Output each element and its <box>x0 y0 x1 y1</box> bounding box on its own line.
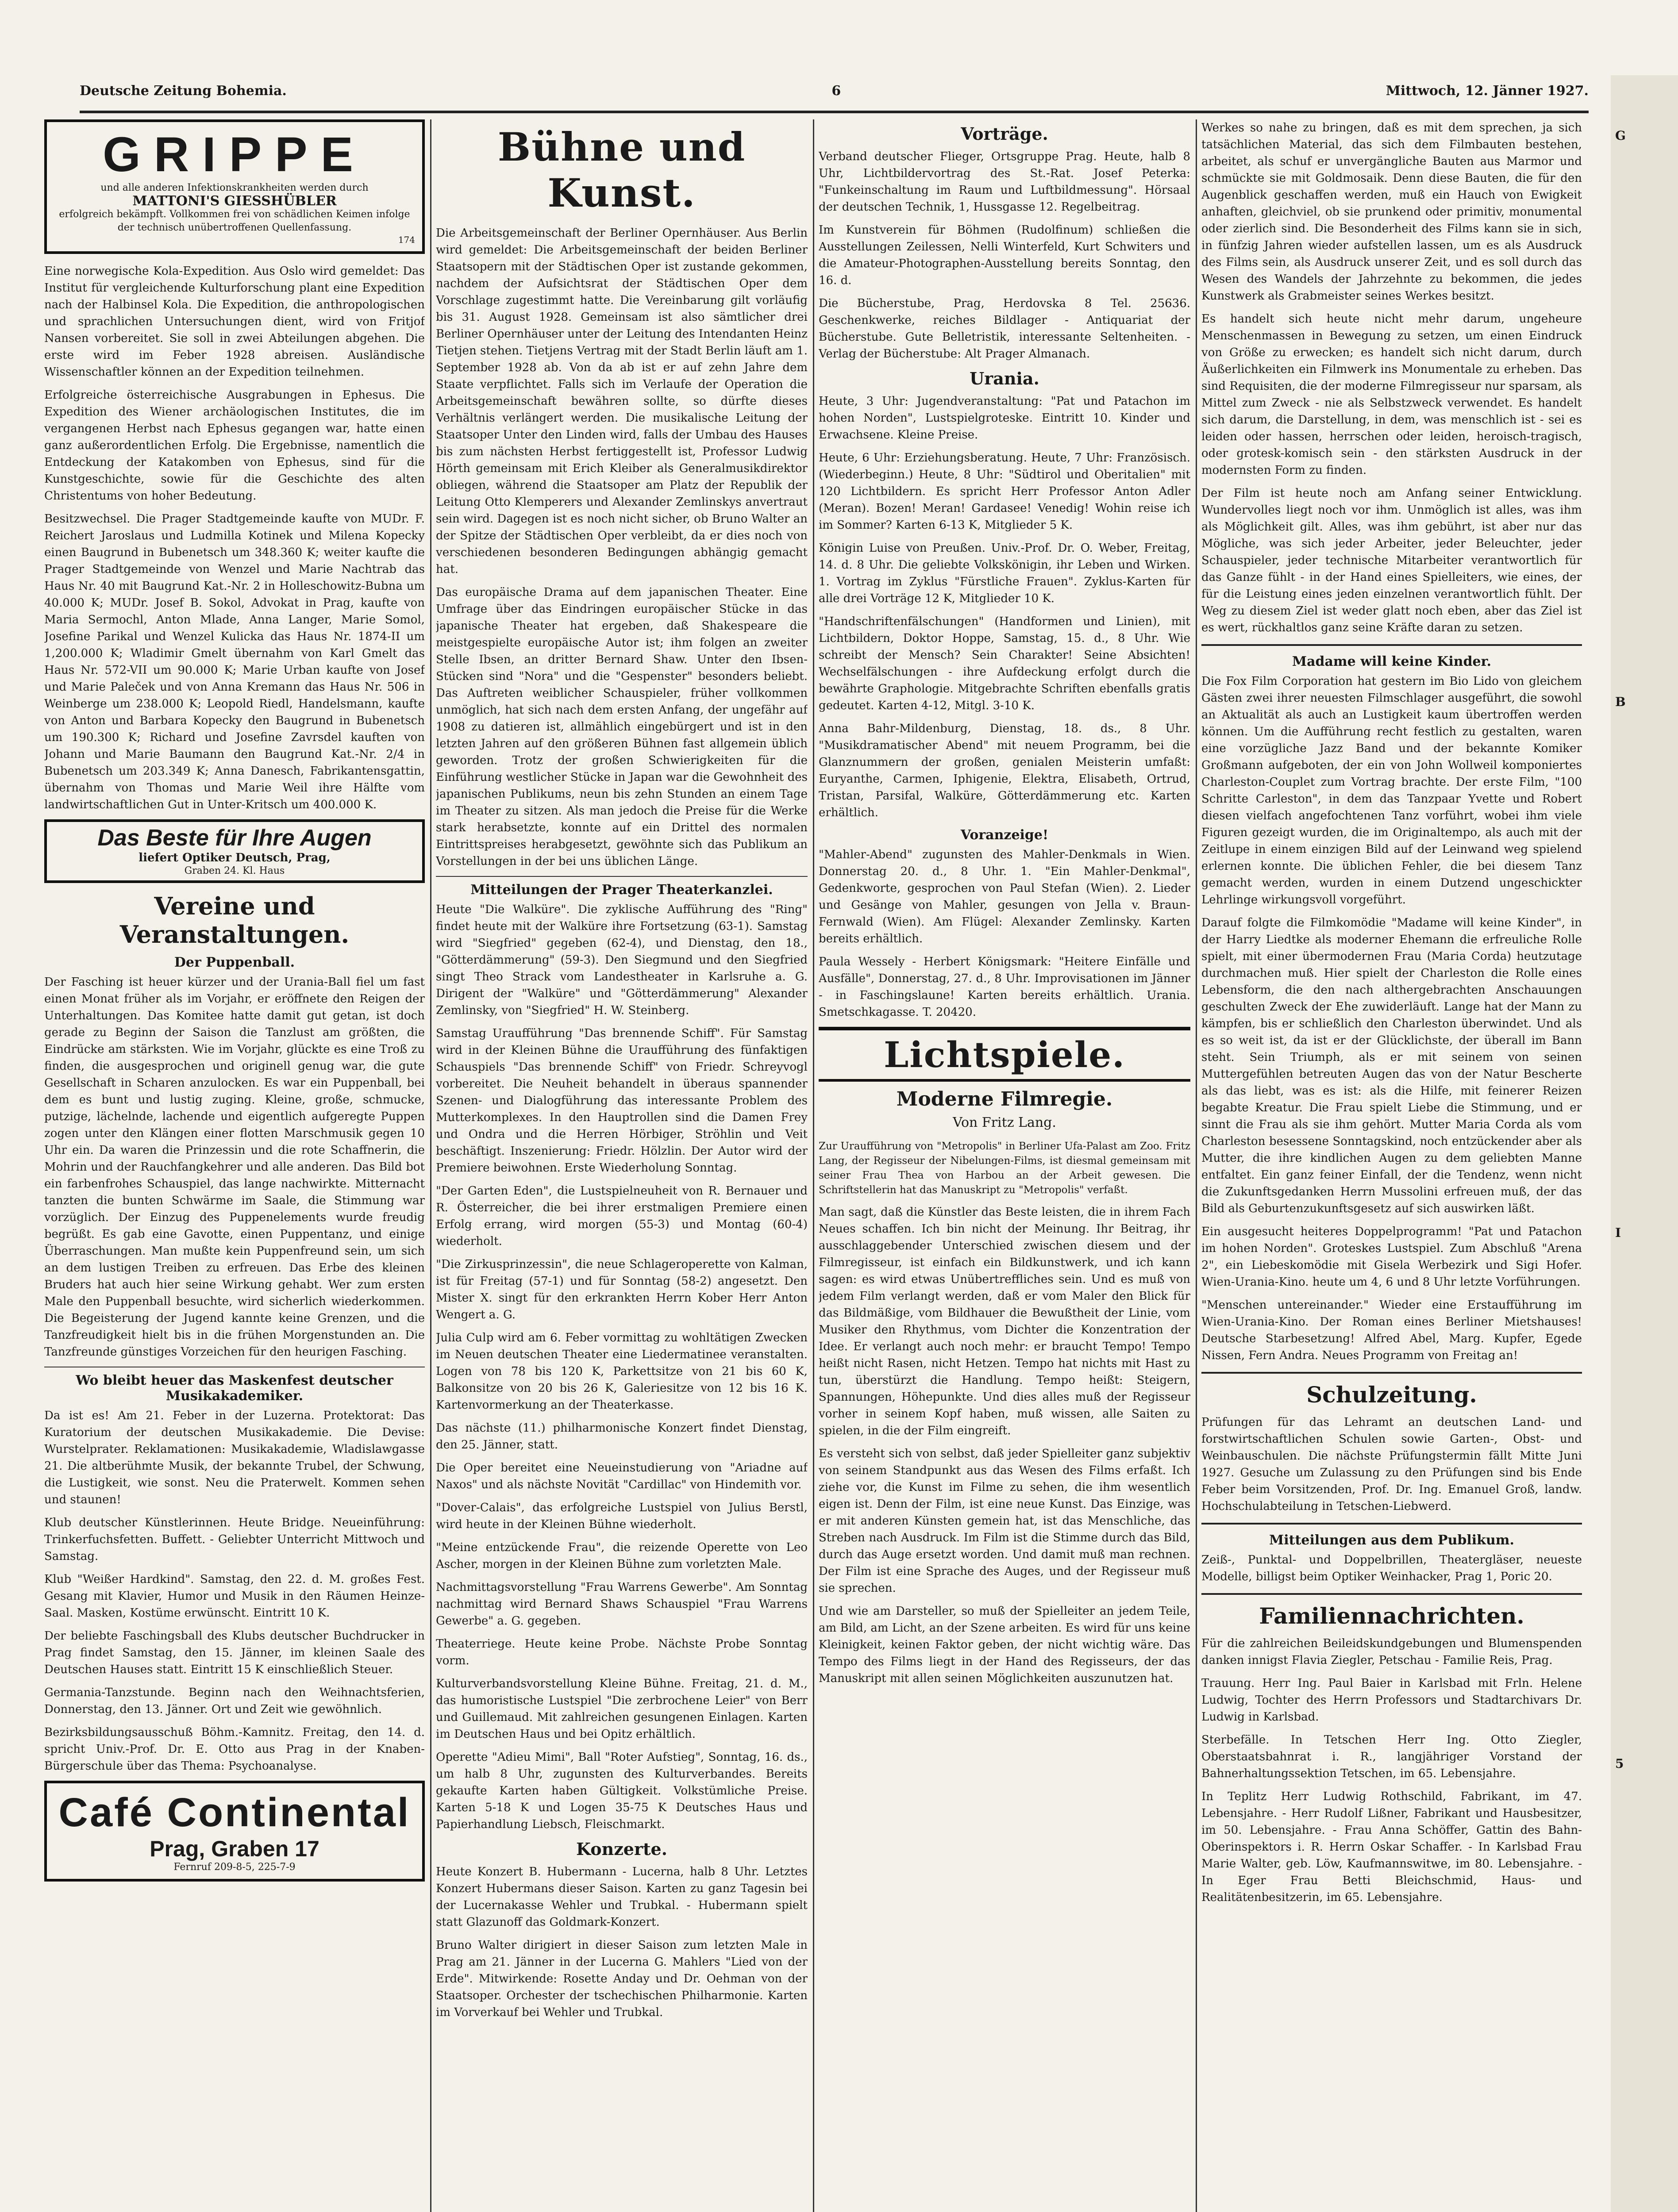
koenigin-luise-notice: Königin Luise von Preußen. Univ.-Prof. Dr. O. Weber, Freitag, 14. d. 8 Uhr. Die geliebte Volkskönigin, ihr Leben und Wirken. 1. Vortrag im Zyklus "Fürstliche Frauen". Zyklus-Karten für alle drei Vorträge 12 K, Mitglieder 10 K. <box>819 541 1190 605</box>
column-divider <box>813 119 814 2212</box>
grippe-line1: und alle anderen Infektionskrankheiten werden durch <box>100 182 369 193</box>
operette-notice: Operette "Adieu Mimi", Ball "Roter Aufstieg", Sonntag, 16. ds., um halb 8 Uhr, zugunsten des Kulturverbandes. Bereits gekaufte Karten haben Gültigkeit. Volkstümliche Preise. Karten 5-18 K und Logen 35-75 K Deutsches Haus und Papierhandlung Liebsch, Fleischmarkt. <box>436 1751 808 1831</box>
hubermann-notice: Heute Konzert B. Hubermann - Lucerna, halb 8 Uhr. Letztes Konzert Hubermans dieser Saison. Karten zu ganz Tagesin bei der Lucernakasse Wehler und Trubkal. - Hubermann spielt statt Glazunoff das Goldmark-Konzert. <box>436 1865 808 1929</box>
japan-drama-article: Das europäische Drama auf dem japanischen Theater. Eine Umfrage über das Eindringen europäischer Stücke in das japanische Theater hat ergeben, daß Shakespeare die meistgespielte europäische Autor ist; ihm folgen an zweiter Stelle Ibsen, an dritter Bernard Shaw. Unter den Ibsen-Stücken sind "Nora" und die "Gespenster" besonders beliebt. Das Auftreten weiblicher Schauspieler, früher vollkommen unmöglich, hat sich nach dem ersten Anfang, der ungefähr auf 1908 zu datieren ist, allmählich eingebürgert und ist in den letzten Jahren auf den größeren Bühnen fast allgemein üblich geworden. Trotz der großen Schwierigkeiten für die Einführung westlicher Stücke in Japan war die Gewohnheit des japanischen Publikums, neun bis zehn Stunden an einem Tage im Theater zu sitzen. Als man jedoch die Preise für die Werke stark herabsetzte, konnte auf ein Drittel des normalen Eintrittspreises herabgesetzt, gewöhnte sich das Publikum an Vorstellungen in der bei uns üblichen Länge. <box>436 586 808 868</box>
puppenball-heading: Der Puppenball. <box>174 955 295 970</box>
entzueckende-frau-notice: "Meine entzückende Frau", die reizende Operette von Leo Ascher, morgen in der Kleinen Bühne zum vorletzten Male. <box>436 1541 808 1571</box>
theaterkanzlei-heading: Mitteilungen der Prager Theaterkanzlei. <box>470 882 773 898</box>
filmregie-paragraph-1: Man sagt, daß die Künstler das Beste leisten, die in ihrem Fach Neues schaffen. Ich bin nicht der Meinung. Ihr Beitrag, ihr ausschlaggebender Unterschied zwischen diesem und der Filmregisseur, ist einfach ein Bildkunstwerk, und ich kann sagen: es wird etwas Unübertreffliches sein. Und es muß von jedem Film verlangt werden, daß er vom Maler den Blick für das Bildmäßige, vom Bildhauer die Bewußtheit der Linie, vom Musiker den Rhythmus, vom Dichter die Konzentration der Idee. Er verlangt auch noch mehr: er braucht Tempo! Tempo heißt nicht Rasen, nicht Hetzen. Tempo hat nichts mit Hast zu tun, überstürzt die Handlung. Tempo heißt: Steigern, Spannungen, Höhepunkte. Und dies alles muß der Regisseur vorher in seinem Kopf haben, muß wissen, alle Saiten zu spielen, in die der Film eingreift. <box>819 1206 1190 1437</box>
bahr-mildenburg-notice: Anna Bahr-Mildenburg, Dienstag, 18. ds., 8 Uhr. "Musikdramatischer Abend" mit neuem Programm, bei die Glanznummern der großen, genialen Meisterin umfaßt: Euryanthe, Carmen, Iphigenie, Elektra, Elisabeth, Ortrud, Tristan, Parsifal, Walküre, Götterdämmerung etc. Karten erhältlich. <box>819 722 1190 819</box>
danksagung-notice: Für die zahlreichen Beileidskundgebungen und Blumenspenden danken innigst Flavia Ziegler, Petschau - Familie Reis, Prag. <box>1201 1637 1582 1667</box>
kulturverband-notice: Kulturverbandsvorstellung Kleine Bühne. Freitag, 21. d. M., das humoristische Lustspiel "Die zerbrochene Leier" von Berr und Guillemaud. Mit zahlreichen gesungenen Einlagen. Karten im Deutschen Haus und bei Opitz erhältlich. <box>436 1677 808 1741</box>
filmregie-paragraph-4: Werkes so nahe zu bringen, daß es mit dem sprechen, ja sich tatsächlichen Material, das sich dem Filmbauten bestehen, arbeitet, als schuf er unvergängliche Bauten aus Marmor und schmückte sie mit Goldmosaik. Denn diese Bauten, die für den Augenblick geschaffen werden, muß ein Hauch von Ewigkeit anhaften, gleichviel, ob sie prunkend oder primitiv, monumental oder zierlich sind. Die Besonderheit des Films kann sie in sich, in fünfzig Jahren wieder aufstellen lassen, um es als Ausdruck des Films sein, als Ausdruck unserer Zeit, und es soll durch das Wesen des Wandels der Jahrzehnte zu bekommen, die jedes Kunstwerk als Grabmeister seines Werkes besitzt. <box>1201 121 1582 303</box>
ephesus-article: Erfolgreiche österreichische Ausgrabungen in Ephesus. Die Expedition des Wiener archäologischen Institutes, die im vergangenen Herbst nach Ephesus gegangen war, hatte einen ganz außerordentlichen Erfolg. Die Ergebnisse, namentlich die Entdeckung der Katakomben von Ephesus, sind für die Kunstgeschichte, sowie für die Geschichte des alten Christentums von hoher Bedeutung. <box>44 388 425 503</box>
berliner-opern-article: Die Arbeitsgemeinschaft der Berliner Opernhäuser. Aus Berlin wird gemeldet: Die Arbeitsgemeinschaft der beiden Berliner Staatsopern mit der Städtischen Oper ist zustande gekommen, nachdem der Aufsichtsrat der Städtischen Oper dem Vorschlage zugestimmt hatte. Die Vereinbarung gilt vorläufig bis 31. August 1928. Gemeinsam ist also sämtlicher drei Berliner Opernhäuser unter der Leitung des Intendanten Heinz Tietjen stehen. Tietjens Vertrag mit der Stadt Berlin läuft am 1. September 1928 ab. Von da ab ist er auf zehn Jahre dem Staate verpflichtet. Falls sich im Verlaufe der Operation die Arbeitsgemeinschaft bewähren sollte, so dürfte dieses Verhältnis verlängert werden. Die musikalische Leitung der Staatsoper Unter den Linden wird, falls der Umbau des Hauses bis zum nächsten Herbst fertiggestellt ist, Professor Ludwig Hörth gemeinsam mit Erich Kleiber als Generalmusikdirektor obliegen, während die Staatsoper am Platz der Republik der Leitung Otto Klemperers und Alexander Zemlinskys anvertraut sein wird. Dagegen ist es noch nicht sicher, ob Bruno Walter an der Spitze der Städtischen Oper verbleibt, da er dies noch von verschiedenen besonderen Bedingungen abhängig gemacht hat. <box>436 227 808 576</box>
publikum-heading: Mitteilungen aus dem Publikum. <box>1269 1532 1514 1548</box>
column-2 <box>436 119 808 2212</box>
section-rule <box>1201 1523 1582 1525</box>
moderne-filmregie-heading: Moderne Filmregie. <box>896 1088 1113 1110</box>
filmregie-paragraph-5: Es handelt sich heute nicht mehr darum, ungeheure Menschenmassen in Bewegung zu setzen, um einen Eindruck von Größe zu erwecken; es handelt sich nicht darum, durch Äußerlichkeiten ein Filmwerk ins Monumentale zu erheben. Das sind Requisiten, die der moderne Filmregisseur nur sparsam, als Mittel zum Zweck - nie als Selbstzweck verwendet. Es handelt sich darum, die Darstellung, in dem, was menschlich ist - sei es leiden oder hassen, herrschen oder leiden, heroisch-tragisch, oder grotesk-komisch sein - den stärksten Ausdruck in der modernsten Form zu finden. <box>1201 312 1582 477</box>
puppenball-article: Der Fasching ist heuer kürzer und der Urania-Ball fiel um fast einen Monat früher als im Vorjahr, er eröffnete den Reigen der Unterhaltungen. Das Komitee hatte damit gut getan, ist doch gerade zu Beginn der Saison die Tanzlust am größten, die Eindrücke am stärksten. Wie im Vorjahr, glückte es eine Troß zu finden, die ausgesprochen und originell genug war, die gute Gesellschaft in Scharen anzulocken. Es war ein Puppenball, bei dem es bunt und lustig zuging. Kleine, große, schmucke, putzige, lächelnde, lachende und eigentlich aufgeregte Puppen zogen unter den Klängen einer flotten Marschmusik gegen 10 Uhr ein. Da waren die Prinzessin und die rote Schaffnerin, die Mohrin und der Rauchfangkehrer und alle anderen. Das Bild bot ein farbenfrohes Schauspiel, das lange nachwirkte. Mitternacht tanzten die bunten Schwärme im Saale, die Stimmung war vorzüglich. Der Einzug des Puppenelements wurde freudig begrüßt. Es gab eine Gavotte, einen Puppentanz, und einige Überraschungen. Man mußte kein Puppenfreund sein, um sich an dem lustigen Treiben zu erfreuen. Das Erbe des kleinen Bruders hat auch hier seine Wirkung gehabt. Wer zum ersten Male den Puppenball besuchte, wird sicherlich wiederkommen. Die Begeisterung der Jugend kannte keine Grenzen, und die Tanzfreudigkeit hielt bis in die frühen Morgenstunden an. Die Tanzfreunde günstiges Vorzeichen für den heurigen Fasching. <box>44 975 425 1359</box>
maskenfest-article: Da ist es! Am 21. Feber in der Luzerna. Protektorat: Das Kuratorium der deutschen Musikakademie. Die Devise: Wurstelprater. Reklamationen: Musikakademie, Wladislawgasse 21. Die altberühmte Musik, der bekannte Trubel, der Schwung, die Lustigkeit, wie sonst. Neu die Praterwelt. Kommen sehen und staunen! <box>44 1409 425 1506</box>
newspaper-name: Deutsche Zeitung Bohemia. <box>80 83 287 99</box>
walkuere-notice: Heute "Die Walküre". Die zyklische Aufführung des "Ring" findet heute mit der Walküre ihre Fortsetzung (63-1). Samstag wird "Siegfried" gegeben (62-4), und Dienstag, den 18., "Götterdämmerung" (59-3). Den Siegmund und den Siegfried singt Theo Strack vom Landestheater in Karlsruhe a. G. Dirigent der "Walküre" und "Götterdämmerung" Alexander Zemlinsky, von "Siegfried" H. W. Steinberg. <box>436 903 808 1017</box>
madame-review: Darauf folgte die Filmkomödie "Madame will keine Kinder", in der Harry Liedtke als moderner Ehemann die erfreuliche Rolle spielt, mit einer übermodernen Frau (Maria Corda) heutzutage durchmachen muß. Hier spielt der Charleston die Rolle eines Lebensform, die den nach althergebrachten Anschauungen geschulten Zweck der Ehe zuwiderläuft. Lange hat der Mann zu kämpfen, bis er schließlich den Charleston überwindet. Und als es so weit ist, da ist er der Glücklichste, der überall im Bann steht. Sein Triumph, als er mit seinem von seinen Muttergefühlen betreuten Augen das von der Natur Bescherte als das liebt, was es ist: als die Hilfe, mit feinerer Reizen begabte Kreatur. Die Frau spielt Liebe die Stimmung, und er sinnt die Frau als sie ihm gehört. Mutter Maria Corda als vom Charleston besessene Sonntagskind, noch entzückender aber als Mutter, die ihre kindlichen Augen zu dem geliebten Manne entfaltet. Ein ganz feiner Einfall, der die Tendenz, wenn nicht die Zukunftsgedanken Herrn Mussolini erfreuen muß, der das Bild als Geburtenzukunftsgesetz auf sich auswirken läßt. <box>1201 916 1582 1215</box>
bruno-walter-notice: Bruno Walter dirigiert in dieser Saison zum letzten Male in Prag am 21. Jänner in der Lucerna G. Mahlers "Lied von der Erde". Mitwirkende: Rosette Anday und Dr. Oehman von der Staatsoper. Orchester der tschechischen Philharmonie. Karten im Vorverkauf bei Wehler und Trubkal. <box>436 1939 808 2019</box>
fox-film-article: Die Fox Film Corporation hat gestern im Bio Lido von gleichem Gästen zwei ihrer neuesten Filmschlager ausgeführt, die sowohl an Aktualität als auch an Lustigkeit kaum übertroffen werden können. Um die Aufführung recht festlich zu gestalten, waren eine vorzügliche Jazz Band und der bekannte Komiker Großmann aufgeboten, der ein von John Wollweil komponiertes Charleston-Couplet zum Vortrag brachte. Der erste Film, "100 Schritte Carleston", in dem das Tanzpaar Yvette und Robert diesen vielfach angefochtenen Tanz vorführt, wobei ihm viele Figuren gezeigt wurden, die im Originaltempo, als auch mit der Zeitlupe in einem einzigen Bild auf der Leinwand weg spielend erlernen konnte. Die üblichen Fehler, die bei diesem Tanz gemacht werden, wurden in einem Dutzend ungeschickter Lehrlinge wirkungsvoll vorgeführt. <box>1201 675 1582 906</box>
doppelprogramm-notice: Ein ausgesucht heiteres Doppelprogramm! "Pat und Patachon im hohen Norden". Groteskes Lustspiel. Zum Abschluß "Arena 2", ein Liebeskomödie mit Gisela Werbezirk und Sigi Hofer. Wien-Urania-Kino. heute um 4, 6 und 8 Uhr letzte Vorführungen. <box>1201 1225 1582 1289</box>
filmregie-paragraph-3: Und wie am Darsteller, so muß der Spielleiter an jedem Teile, am Bild, am Licht, an der Szene arbeiten. Es wird für uns keine Kleinigkeit, keinen Faktor geben, der nicht wichtig wäre. Das Tempo des Films liegt in der Hand des Regisseurs, der das Manuskript mit allen seinen Möglichkeiten auszunutzen hat. <box>819 1605 1190 1685</box>
dover-calais-notice: "Dover-Calais", das erfolgreiche Lustspiel von Julius Berstl, wird heute in der Kleinen Bühne wiederholt. <box>436 1501 808 1531</box>
cafe-phone: Fernruf 209-8-5, 225-7-9 <box>173 1862 296 1873</box>
kunstverein-notice: Im Kunstverein für Böhmen (Rudolfinum) schließen die Ausstellungen Zeilessen, Nelli Winterfeld, Kurt Schwiters und die Amateur-Photographen-Ausstellung bereits Sonntag, den 16. d. <box>819 223 1190 287</box>
column-divider <box>1196 119 1197 2212</box>
flieger-notice: Verband deutscher Flieger, Ortsgruppe Prag. Heute, halb 8 Uhr, Lichtbildervortrag des St.-Rat. Josef Peterka: "Funkeinschaltung im Raum und Luftbildmessung". Hörsaal der deutschen Technik, 1, Hussgasse 12. Regelbeitrag. <box>819 150 1190 214</box>
article-byline: Von Fritz Lang. <box>953 1115 1056 1130</box>
cafe-address: Prag, Graben 17 <box>150 1836 319 1861</box>
optiker-line: liefert Optiker Deutsch, Prag, <box>139 851 331 864</box>
julia-culp-notice: Julia Culp wird am 6. Feber vormittag zu wohltätigen Zwecken im Neuen deutschen Theater eine Liedermatinee veranstalten. Logen von 78 bis 120 K, Parkettsitze von 21 bis 60 K, Balkonsitze von 20 bis 26 K, Galeriesitze von 12 bis 16 K. Kartenvormerkung an der Theaterkasse. <box>436 1331 808 1412</box>
buchdrucker-ball-notice: Der beliebte Faschingsball des Klubs deutscher Buchdrucker in Prag findet Samstag, den 15. Jänner, im kleinen Saale des Deutschen Hauses statt. Eintritt 15 K einschließlich Steuer. <box>44 1629 425 1676</box>
column-3 <box>819 119 1190 2212</box>
grippe-line2: erfolgreich bekämpft. Vollkommen frei von schädlichen Keimen infolge der technisch unübertroffenen Quellenfassung. <box>59 209 410 233</box>
column-divider <box>430 119 431 2212</box>
metropolis-intro: Zur Uraufführung von "Metropolis" in Berliner Ufa-Palast am Zoo. Fritz Lang, der Regisseur der Nibelungen-Films, ist diesmal gemeinsam mit seiner Frau Thea von Harbou an der Arbeit gewesen. Die Schriftstellerin hat das Manuskript zu "Metropolis" verfaßt. <box>819 1141 1190 1196</box>
maskenfest-heading: Wo bleibt heuer das Maskenfest deutscher Musikakademiker. <box>76 1373 393 1404</box>
grippe-advertisement <box>44 119 425 254</box>
voranzeige-heading: Voranzeige! <box>960 827 1049 843</box>
familiennachrichten-heading: Familiennachrichten. <box>1259 1603 1524 1629</box>
cafe-title: Café Continental <box>58 1790 411 1835</box>
lichtspiele-heading: Lichtspiele. <box>884 1034 1125 1075</box>
garten-eden-notice: "Der Garten Eden", die Lustspielneuheit von R. Bernauer und R. Österreicher, die bei ihrer erstmaligen Premiere einen Erfolg errang, wird morgen (55-3) und Montag (60-4) wiederholt. <box>436 1184 808 1248</box>
section-rule <box>1201 644 1582 646</box>
theaterriege-notice: Theaterriege. Heute keine Probe. Nächste Probe Sonntag vorm. <box>436 1637 808 1667</box>
section-rule <box>1201 1372 1582 1374</box>
buehne-kunst-heading: Bühne und Kunst. <box>497 124 746 216</box>
optiker-title: Das Beste für Ihre Augen <box>97 825 372 851</box>
urania-heading: Urania. <box>970 369 1039 388</box>
grippe-title: GRIPPE <box>103 127 366 182</box>
adjacent-page-edge <box>1611 75 1678 2212</box>
brennende-schiff-notice: Samstag Uraufführung "Das brennende Schiff". Für Samstag wird in der Kleinen Bühne die Uraufführung des fünfaktigen Schauspiels "Das brennende Schiff" von Friedr. Schreyvogl vorbereitet. Die Neuheit behandelt in überaus spannender Szenen- und Dialogführung das interessante Problem des Mutterkomplexes. In den Hauptrollen sind die Damen Frey und Ondra und die Herren Hörbiger, Ströhlin und Veit beschäftigt. Inszenierung: Friedr. Hölzlin. Der Autor wird der Premiere beiwohnen. Erste Wiederholung Sonntag. <box>436 1027 808 1175</box>
filmregie-paragraph-2: Es versteht sich von selbst, daß jeder Spielleiter ganz subjektiv von seinem Standpunkt aus das Wesen des Films erfaßt. Ich ziehe vor, die Kunst im Filme zu sehen, die ihm wesentlich eigen ist. Denn der Film, ist eine neue Kunst. Das Einzige, was er mit anderen Künsten gemein hat, ist das Menschliche, das Streben nach Ausdruck. Im Film ist die Stimme durch das Bild, durch das Auge ersetzt worden. Und damit muß man rechnen. Der Film ist eine Sprache des Auges, und der Regisseur muß sie sprechen. <box>819 1447 1190 1595</box>
section-rule <box>1201 1593 1582 1595</box>
klub-kuenstlerinnen-notice: Klub deutscher Künstlerinnen. Heute Bridge. Neueinführung: Trinkerfuchsfetten. Buffett. - Geliebter Unterricht Mittwoch und Samstag. <box>44 1516 425 1563</box>
edge-letter: 5 <box>1615 1756 1624 1771</box>
optiker-notice: Zeiß-, Punktal- und Doppelbrillen, Theatergläser, neueste Modelle, billigst beim Optiker Weinhacker, Prag 1, Poric 20. <box>1201 1553 1582 1583</box>
mahler-abend-notice: "Mahler-Abend" zugunsten des Mahler-Denkmals in Wien. Donnerstag 20. d., 8 Uhr. 1. "Ein Mahler-Denkmal", Gedenkworte, gesprochen von Paul Stefan (Wien). 2. Lieder und Gesänge von Mahler, gesungen von Jella v. Braun-Fernwald (Wien). Am Flügel: Alexander Zemlinsky. Karten bereits erhältlich. <box>819 848 1190 945</box>
handschriften-notice: "Handschriftenfälschungen" (Handformen und Linien), mit Lichtbildern, Doktor Hoppe, Samstag, 15. d., 8 Uhr. Wie schreibt der Mensch? Sein Charakter! Seine Absichten! Wechselfälschungen - ihre Aufdeckung erfolgt durch die bewährte Graphologie. Mitgebrachte Schriften ebenfalls gratis gedeutet. Karten 4-12, Mitgl. 3-10 K. <box>819 615 1190 712</box>
grippe-product: MATTONI'S GIESSHÜBLER <box>132 193 337 209</box>
schulzeitung-heading: Schulzeitung. <box>1306 1382 1477 1408</box>
wessely-notice: Paula Wessely - Herbert Königsmark: "Heitere Einfälle und Ausfälle", Donnerstag, 27. d., 8 Uhr. Improvisationen im Jänner - in Faschingslaune! Karten bereits erhältlich. Urania. Smetschkagasse. T. 20420. <box>819 955 1190 1019</box>
pruefungen-notice: Prüfungen für das Lehramt an deutschen Land- und forstwirtschaftlichen Schulen sowie Garten-, Obst- und Weinbauschulen. Die nächste Prüfungstermin fällt Mitte Juni 1927. Gesuche um Zulassung zu den Prüfungen sind bis Ende Feber beim Vorsitzenden, Prof. Dr. Ing. Emanuel Groß, landw. Hochschulabteilung in Tetschen-Liebwerd. <box>1201 1416 1582 1513</box>
issue-date: Mittwoch, 12. Jänner 1927. <box>1386 83 1589 99</box>
buecherstube-notice: Die Bücherstube, Prag, Herdovska 8 Tel. 25636. Geschenkwerke, reiches Bildlager - Antiquariat der Bücherstube. Gute Belletristik, interessante Seltenheiten. - Verlag der Bücherstube: Alt Prager Almanach. <box>819 297 1190 361</box>
klub-weisser-notice: Klub "Weißer Hardkind". Samstag, den 22. d. M. großes Fest. Gesang mit Klavier, Humor und Musik in den Räumen Heinze-Saal. Masken, Kostüme erwünscht. Eintritt 10 K. <box>44 1573 425 1620</box>
page-number: 6 <box>831 83 841 99</box>
urania-jugend-notice: Heute, 3 Uhr: Jugendveranstaltung: "Pat und Patachon im hohen Norden", Lustspielgroteske. Eintritt 10. Kinder und Erwachsene. Kleine Preise. <box>819 395 1190 442</box>
madame-heading: Madame will keine Kinder. <box>1292 654 1492 669</box>
optiker-address: Graben 24. Kl. Haus <box>184 865 285 876</box>
edge-letter: B <box>1615 695 1626 709</box>
cafe-continental-advertisement <box>44 1781 425 1882</box>
optiker-advertisement <box>44 819 425 883</box>
grippe-ad-number: 174 <box>398 234 415 245</box>
page-header <box>80 75 1589 106</box>
urania-program-notice: Heute, 6 Uhr: Erziehungsberatung. Heute, 7 Uhr: Französisch. (Wiederbeginn.) Heute, 8 Uhr: "Südtirol und Oberitalien" mit 120 Lichtbildern. Es spricht Herr Professor Anton Adler (Meran). Bozen! Meran! Gardasee! Venedig! Wohin reise ich im Sommer? Karten 6-13 K, Mitglieder 5 K. <box>819 451 1190 532</box>
besitzwechsel-article: Besitzwechsel. Die Prager Stadtgemeinde kaufte von MUDr. F. Reichert Jaroslaus und Ludmilla Kotinek und Milena Kopecky einen Baugrund in Bubenetsch um 348.360 K; weiter kaufte die Prager Stadtgemeinde von Wenzel und Marie Nachtrab das Haus Nr. 40 mit Baugrund Kat.-Nr. 2 in Holleschowitz-Bubna um 40.000 K; MUDr. Josef B. Sokol, Advokat in Prag, kaufte von Maria Sermochl, Anton Mlade, Anna Langer, Marie Somol, Josefine Parikal und Wenzel Kulicka das Haus Nr. 1874-II um 1,200.000 K; Wladimir Gmelt übernahm von Karl Gmelt das Haus Nr. 572-VII um 90.000 K; Marie Urban kaufte von Josef und Marie Paleček und von Anna Kremann das Haus Nr. 506 in Weinberge um 238.000 K; Leopold Riedl, Handelsmann, kaufte von Anton und Barbara Kopecky den Baugrund in Bubenetsch um 190.300 K; Richard und Josefine Zavrsdel kauften von Johann und Marie Baumann den Baugrund Kat.-Nr. 2/4 in Bubenetsch um 203.349 K; Anna Danesch, Fabrikantensgattin, übernahm von Thomas und Marie Weil ihre Hälfte vom landwirtschaftlichen Gut in Unter-Kritsch um 400.000 K. <box>44 512 425 811</box>
section-rule <box>436 876 808 877</box>
column-1 <box>44 119 425 2212</box>
column-4 <box>1201 119 1582 2212</box>
trauung-notice: Trauung. Herr Ing. Paul Baier in Karlsbad mit Frln. Helene Ludwig, Tochter des Herrn Professors und Stadtarchivars Dr. Ludwig in Karlsbad. <box>1201 1677 1582 1724</box>
philharmonie-notice: Das nächste (11.) philharmonische Konzert findet Dienstag, den 25. Jänner, statt. <box>436 1421 808 1452</box>
menschen-notice: "Menschen untereinander." Wieder eine Erstaufführung im Wien-Urania-Kino. Der Roman eines Berliner Mietshauses! Deutsche Starbesetzung! Alfred Abel, Marg. Kupfer, Egede Nissen, Fern Andra. Neues Programm von Freitag an! <box>1201 1298 1582 1362</box>
konzerte-heading: Konzerte. <box>576 1839 667 1859</box>
sterbefaelle-notice: Sterbefälle. In Tetschen Herr Ing. Otto Ziegler, Oberstaatsbahnrat i. R., langjähriger Vorstand der Bahnerhaltungssektion Tetschen, im 65. Lebensjahre. <box>1201 1733 1582 1780</box>
sterbefaelle-more: In Teplitz Herr Ludwig Rothschild, Fabrikant, im 47. Lebensjahre. - Herr Rudolf Lißner, Fabrikant und Hausbesitzer, im 50. Lebensjahre. - Frau Anna Schöffer, Gattin des Bahn-Oberinspektors i. R. Herrn Oskar Schaffer. - In Karlsbad Frau Marie Walter, geb. Löw, Kaufmannswitwe, im 80. Lebensjahre. - In Eger Frau Betti Bleichschmid, Haus- und Realitätenbesitzerin, im 65. Lebensjahre. <box>1201 1790 1582 1904</box>
oper-notice: Die Oper bereitet eine Neueinstudierung von "Ariadne auf Naxos" und als nächste Novität "Cardillac" von Hindemith vor. <box>436 1461 808 1491</box>
bezirksbildung-notice: Bezirksbildungsausschuß Böhm.-Kamnitz. Freitag, den 14. d. spricht Univ.-Prof. Dr. E. Otto aus Prag in der Knaben-Bürgerschule über das Thema: Psychoanalyse. <box>44 1726 425 1773</box>
filmregie-paragraph-6: Der Film ist heute noch am Anfang seiner Entwicklung. Wundervolles liegt noch vor ihm. Unmöglich ist alles, was ihm als Möglichkeit gilt. Alles, was ihm gebührt, ist aber nur das Mögliche, was sich jeder Arbeiter, jeder Beleuchter, jeder Schauspieler, jeder technische Mitarbeiter verantwortlich für das Ganze fühlt - in der Hand eines Spielleiters, wie eines, der für die Leistung eines jeden einzelnen verantwortlich fühlt. Der Weg zu diesem Ziel ist weder glatt noch eben, aber das Ziel ist es wert, rückhaltlos ganz seine Kräfte daran zu setzen. <box>1201 487 1582 634</box>
header-rule <box>80 111 1589 113</box>
zirkusprinzessin-notice: "Die Zirkusprinzessin", die neue Schlageroperette von Kalman, ist für Freitag (57-1) und für Sonntag (58-2) angesetzt. Den Mister X. singt für den erkrankten Herrn Kober Herr Anton Wengert a. G. <box>436 1258 808 1321</box>
vereine-heading: Vereine und Veranstaltungen. <box>119 892 350 949</box>
germania-notice: Germania-Tanzstunde. Beginn nach den Weihnachtsferien, Donnerstag, den 13. Jänner. Ort und Zeit wie gewöhnlich. <box>44 1686 425 1716</box>
kola-expedition-article: Eine norwegische Kola-Expedition. Aus Oslo wird gemeldet: Das Institut für vergleichende Kulturforschung plant eine Expedition nach der Halbinsel Kola. Die Expedition, die anthropologischen und sprachlichen Untersuchungen dient, wird von Fritjof Nansen vorbereitet. Sie soll in zwei Abteilungen abgehen. Die erste wird im Feber 1928 abreisen. Ausländische Wissenschaftler können an der Expedition teilnehmen. <box>44 265 425 379</box>
frau-warren-notice: Nachmittagsvorstellung "Frau Warrens Gewerbe". Am Sonntag nachmittag wird Bernard Shaws Schauspiel "Frau Warrens Gewerbe" a. G. gegeben. <box>436 1581 808 1628</box>
vortraege-heading: Vorträge. <box>961 124 1048 144</box>
lichtspiele-box <box>819 1027 1190 1082</box>
edge-letter: G <box>1615 128 1626 143</box>
edge-letter: I <box>1615 1225 1621 1240</box>
